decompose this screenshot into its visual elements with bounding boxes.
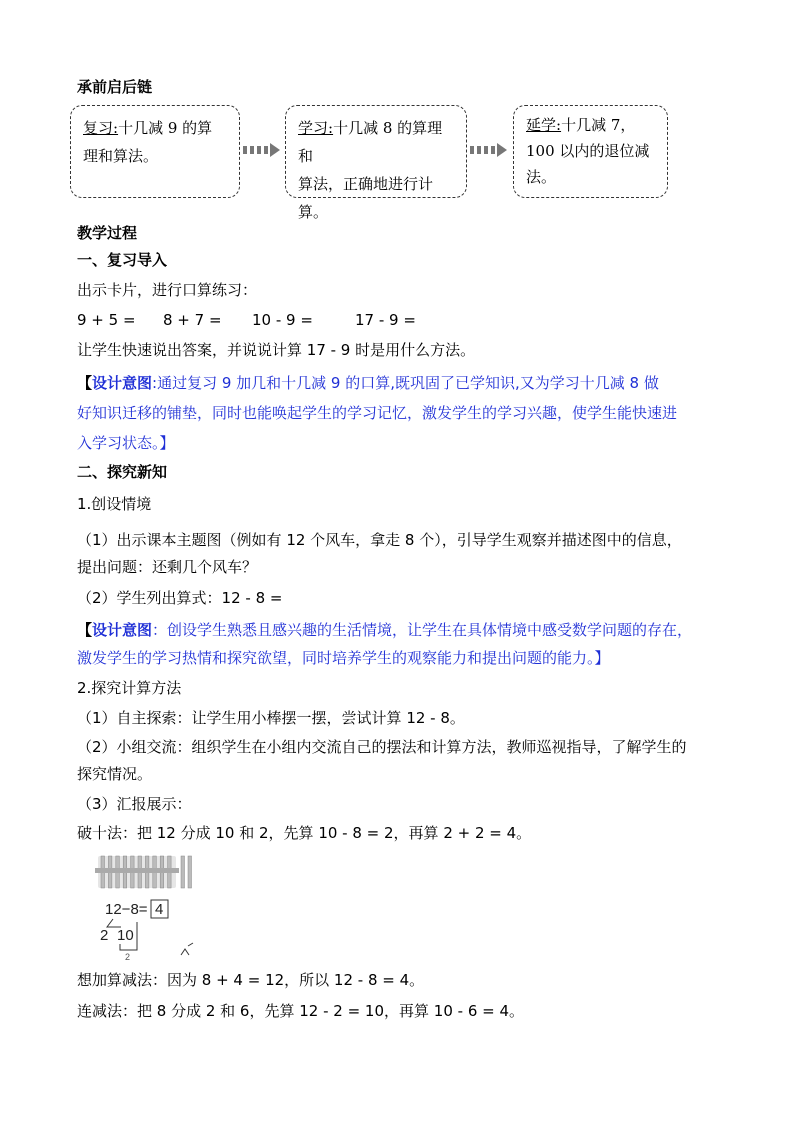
- method-1: 破十法：把 12 分成 10 和 2，先算 10 - 8 = 2，再算 2 + 2 = 4。: [77, 824, 532, 842]
- review-label: 复习:: [83, 119, 119, 137]
- extend-text-1: 十几减 7，: [561, 116, 636, 134]
- section-2-title: 二、探究新知: [77, 463, 168, 481]
- s2-1-a-line-2: 提出问题：还剩几个风车？: [77, 558, 258, 576]
- chain-title: 承前启后链: [77, 78, 153, 96]
- s2-1-b: （2）学生列出算式：12 - 8 =: [77, 589, 283, 607]
- process-title: 教学过程: [77, 224, 138, 242]
- split-left: 2: [100, 927, 109, 944]
- s1-paragraph-2: 让学生快速说出答案，并说说计算 17 - 9 时是用什么方法。: [77, 341, 476, 359]
- chain-box-learn: [285, 105, 467, 221]
- s2-2-b-line-2: 探究情况。: [77, 765, 153, 783]
- extend-text-2: 100 以内的退位减: [526, 142, 650, 160]
- s2-2-a: （1）自主探索：让学生用小棒摆一摆，尝试计算 12 - 8。: [77, 709, 465, 727]
- sticks-figure: [95, 852, 210, 964]
- chain-box-extend: [513, 105, 668, 198]
- split-right: 10: [117, 927, 134, 944]
- tick-mark-icon: [188, 943, 193, 946]
- learn-text-2: 算法，正确地进行计算。: [298, 175, 434, 221]
- s2-2-c: （3）汇报展示：: [77, 795, 192, 813]
- extend-text-3: 法。: [526, 168, 557, 186]
- section-1-title: 一、复习导入: [77, 251, 168, 269]
- review-text-2: 理和算法。: [83, 147, 159, 165]
- method-3: 连减法：把 8 分成 2 和 6，先算 12 - 2 = 10，再算 10 - 6 = 4。: [77, 1002, 525, 1020]
- s2-1-a-line-1: （1）出示课本主题图（例如有 12 个风车，拿走 8 个），引导学生观察并描述图中的信息，: [77, 531, 682, 549]
- split-branch-icon: [107, 919, 121, 927]
- caret-icon: [181, 949, 189, 955]
- arrow-icon: [470, 142, 510, 158]
- equation-1: 9 + 5 =: [77, 311, 136, 329]
- design-intent-1-line-3: 入学习状态。】: [77, 434, 175, 452]
- s1-paragraph-1: 出示卡片，进行口算练习：: [77, 281, 258, 299]
- split-expression: 12−8=: [105, 901, 148, 918]
- learn-text-1: 十几减 8 的算理和: [298, 119, 443, 165]
- learn-label: 学习:: [298, 119, 334, 137]
- s2-1-title: 1.创设情境: [77, 495, 152, 513]
- equation-4: 17 - 9 =: [355, 311, 416, 329]
- design-intent-2-line-1: 【设计意图：创设学生熟悉且感兴趣的生活情境，让学生在具体情境中感受数学问题的存在，: [77, 621, 693, 639]
- extend-label: 延学:: [526, 116, 562, 134]
- s2-2-title: 2.探究计算方法: [77, 679, 182, 697]
- arrow-icon: [243, 142, 283, 158]
- design-intent-2-text: ：创设学生熟悉且感兴趣的生活情境，让学生在具体情境中感受数学问题的存在，: [152, 621, 693, 639]
- design-intent-1-line-2: 好知识迁移的铺垫，同时也能唤起学生的学习记忆，激发学生的学习兴趣，使学生能快速进: [77, 404, 678, 422]
- method-2: 想加算减法：因为 8 + 4 = 12，所以 12 - 8 = 4。: [77, 971, 425, 989]
- equation-3: 10 - 9 =: [252, 311, 313, 329]
- stick-bundle-icon: [95, 856, 179, 888]
- chain-box-review: [70, 105, 240, 198]
- review-text-1: 十几减 9 的算: [118, 119, 213, 137]
- split-sub: 2: [125, 952, 131, 962]
- split-answer: 4: [155, 901, 164, 918]
- s2-2-b-line-1: （2）小组交流：组织学生在小组内交流自己的摆法和计算方法，教师巡视指导，了解学生的: [77, 738, 687, 756]
- loose-sticks-icon: [181, 856, 192, 888]
- design-intent-1-text: :通过复习 9 加几和十几减 9 的口算,既巩固了已学知识,又为学习十几减 8 做: [152, 374, 659, 392]
- design-intent-2-line-2: 激发学生的学习热情和探究欲望，同时培养学生的观察能力和提出问题的能力。】: [77, 649, 610, 667]
- design-intent-1-line-1: 【设计意图:通过复习 9 加几和十几减 9 的口算,既巩固了已学知识,又为学习十几减 8 做: [77, 374, 659, 392]
- equation-2: 8 + 7 =: [163, 311, 222, 329]
